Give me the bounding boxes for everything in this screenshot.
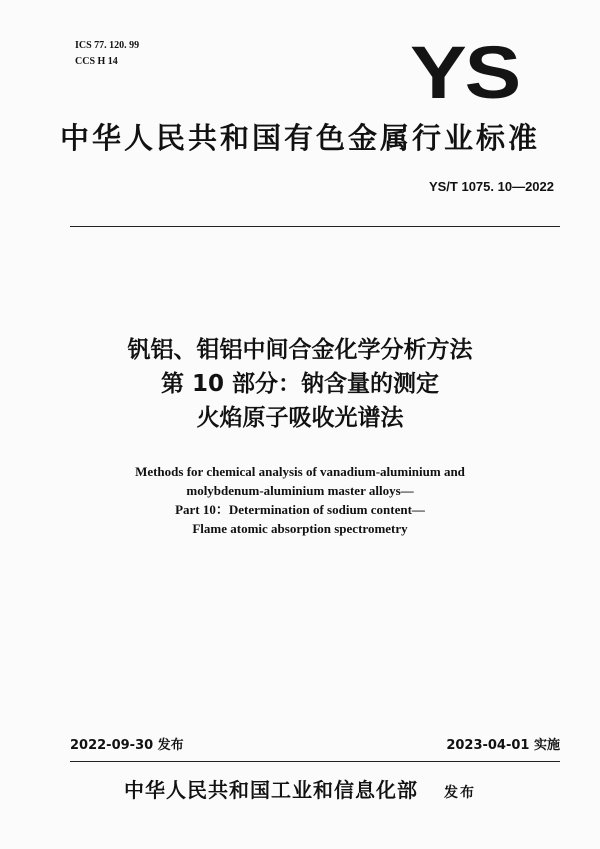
ys-logo: YS (410, 31, 519, 114)
chinese-title (0, 333, 600, 435)
english-title-line: molybdenum-aluminium master alloys— (186, 483, 414, 498)
publisher-name: 中华人民共和国工业和信息化部 (124, 778, 418, 802)
chinese-title-line: 钒铝、钼铝中间合金化学分析方法 (127, 337, 473, 363)
standard-number: YS/T 1075. 10—2022 (428, 179, 554, 194)
english-title-line: Part 10：Determination of sodium content— (175, 502, 425, 517)
industry-standard-title: 中华人民共和国有色金属行业标准 (59, 121, 540, 155)
ccs-code: CCS H 14 (75, 56, 118, 67)
implementation-date: 2023-04-01 实施 (446, 738, 560, 753)
ics-code: ICS 77. 120. 99 (75, 40, 140, 51)
publisher-row (0, 774, 600, 803)
english-title-line: Methods for chemical analysis of vanadium-aluminium and (135, 464, 465, 479)
issue-date: 2022-09-30 发布 (70, 738, 184, 753)
top-divider (70, 226, 560, 227)
chinese-title-line: 火焰原子吸收光谱法 (196, 405, 404, 431)
english-title-line: Flame atomic absorption spectrometry (192, 521, 408, 536)
english-title (0, 462, 600, 538)
bottom-divider (70, 761, 560, 762)
classification-codes (75, 38, 139, 70)
publish-label: 发布 (444, 785, 476, 801)
chinese-title-line: 第 10 部分：钠含量的测定 (160, 371, 440, 397)
